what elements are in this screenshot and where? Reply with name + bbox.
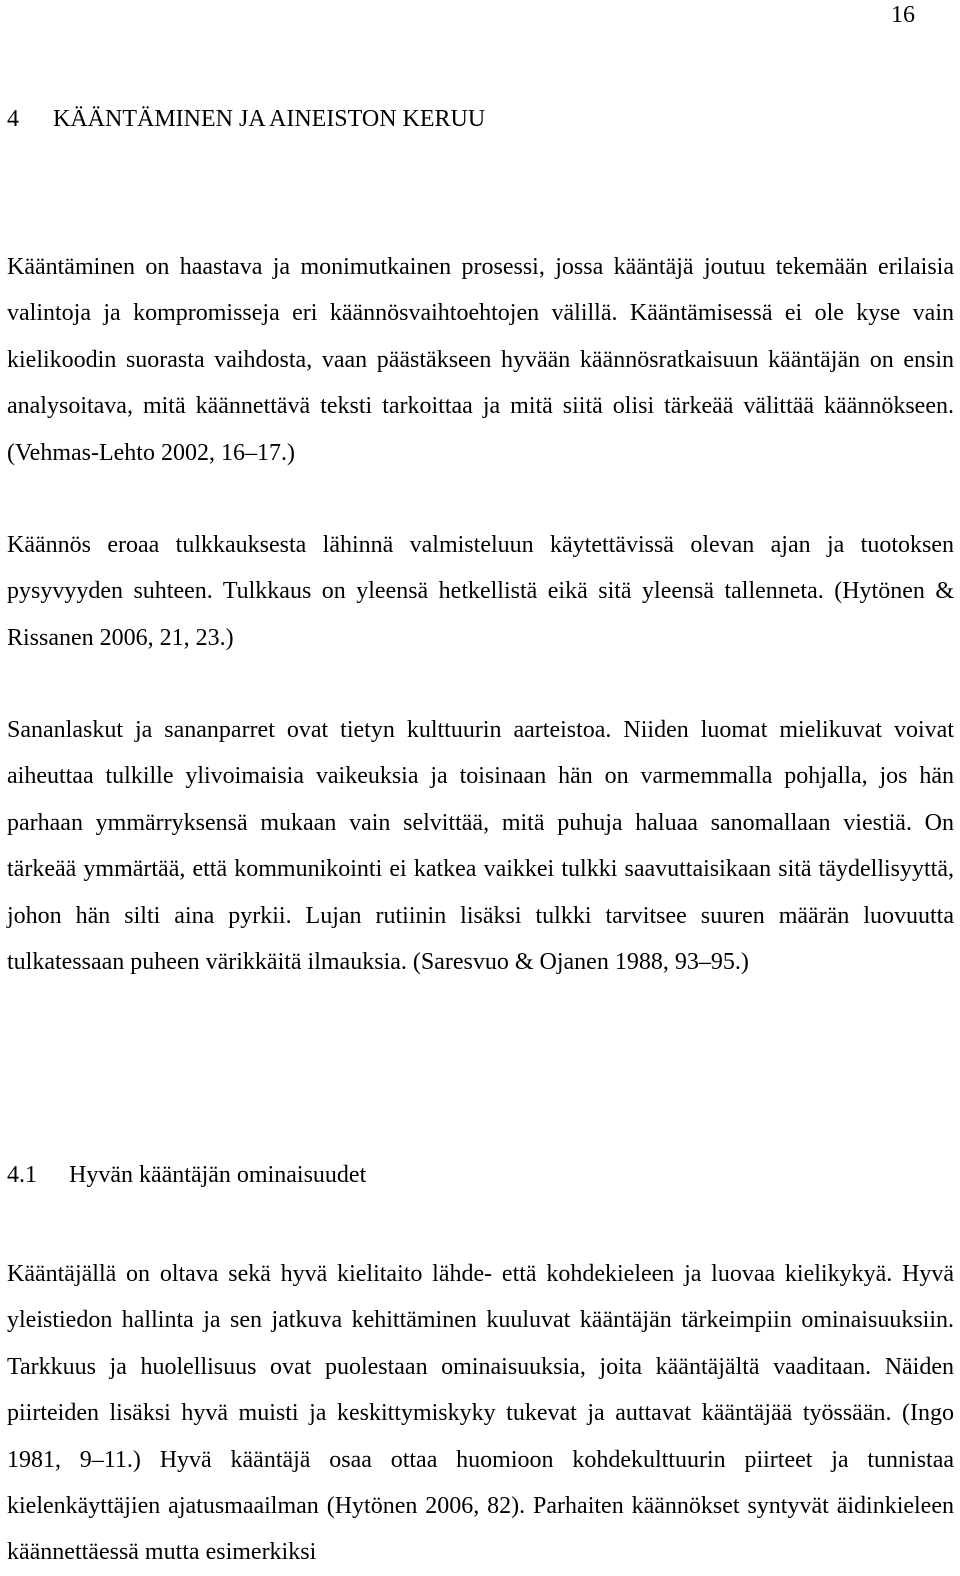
paragraph: Sananlaskut ja sananparret ovat tietyn kulttuurin aarteistoa. Niiden luomat mielikuvat voivat aiheuttaa tulkille ylivoimaisia vaikeuksia ja toisinaan hän on varmemmalla pohjalla, jos hän parhaan ymmärryksensä mukaan vain selvittää, mitä puhuja haluaa sanomallaan viestiä. On tärkeää ymmärtää, että kommunikointi ei katkea vaikkei tulkki saavuttaisikaan sitä täydellisyyttä, johon hän silti aina pyrkii. Lujan rutiinin lisäksi tulkki tarvitsee suuren määrän luovuutta tulkatessaan puheen värikkäitä ilmauksia. (Saresvuo & Ojanen 1988, 93–95.) — [7, 717, 954, 976]
section-number: 4 — [7, 106, 19, 132]
section-heading — [7, 104, 485, 134]
subsection-heading — [7, 1160, 366, 1190]
page-number: 16 — [891, 2, 915, 28]
subsection-title: Hyvän kääntäjän ominaisuudet — [69, 1162, 367, 1188]
paragraph: Kääntäminen on haastava ja monimutkainen prosessi, jossa kääntäjä joutuu tekemään erilaisia valintoja ja kompromisseja eri käännösvaihtoehtojen välillä. Kääntämisessä ei ole kyse vain kielikoodin suorasta vaihdosta, vaan päästäkseen hyvään käännösratkaisuun kääntäjän on ensin analysoitava, mitä käännettävä teksti tarkoittaa ja mitä siitä olisi tärkeää välittää käännökseen. (Vehmas-Lehto 2002, 16–17.) — [7, 254, 954, 466]
section-title: KÄÄNTÄMINEN JA AINEISTON KERUU — [53, 106, 486, 132]
paragraph: Käännös eroaa tulkkauksesta lähinnä valmisteluun käytettävissä olevan ajan ja tuotoksen pysyvyyden suhteen. Tulkkaus on yleensä hetkellistä eikä sitä yleensä tallenneta. (Hytönen & Rissanen 2006, 21, 23.) — [7, 532, 954, 651]
subsection-number: 4.1 — [7, 1162, 37, 1188]
paragraph: Kääntäjällä on oltava sekä hyvä kielitaito lähde- että kohdekieleen ja luovaa kielikykyä. Hyvä yleistiedon hallinta ja sen jatkuva kehittäminen kuuluvat kääntäjän tärkeimpiin ominaisuuksiin. Tarkkuus ja huolellisuus ovat puolestaan ominaisuuksia, joita kääntäjältä vaaditaan. Näiden piirteiden lisäksi hyvä muisti ja keskittymiskyky tukevat ja auttavat kääntäjää työssään. (Ingo 1981, 9–11.) Hyvä kääntäjä osaa ottaa huomioon kohdekulttuurin piirteet ja tunnistaa kielenkäyttäjien ajatusmaailman (Hytönen 2006, 82). Parhaiten käännökset syntyvät äidinkieleen käännettäessä mutta esimerkiksi — [7, 1261, 954, 1566]
